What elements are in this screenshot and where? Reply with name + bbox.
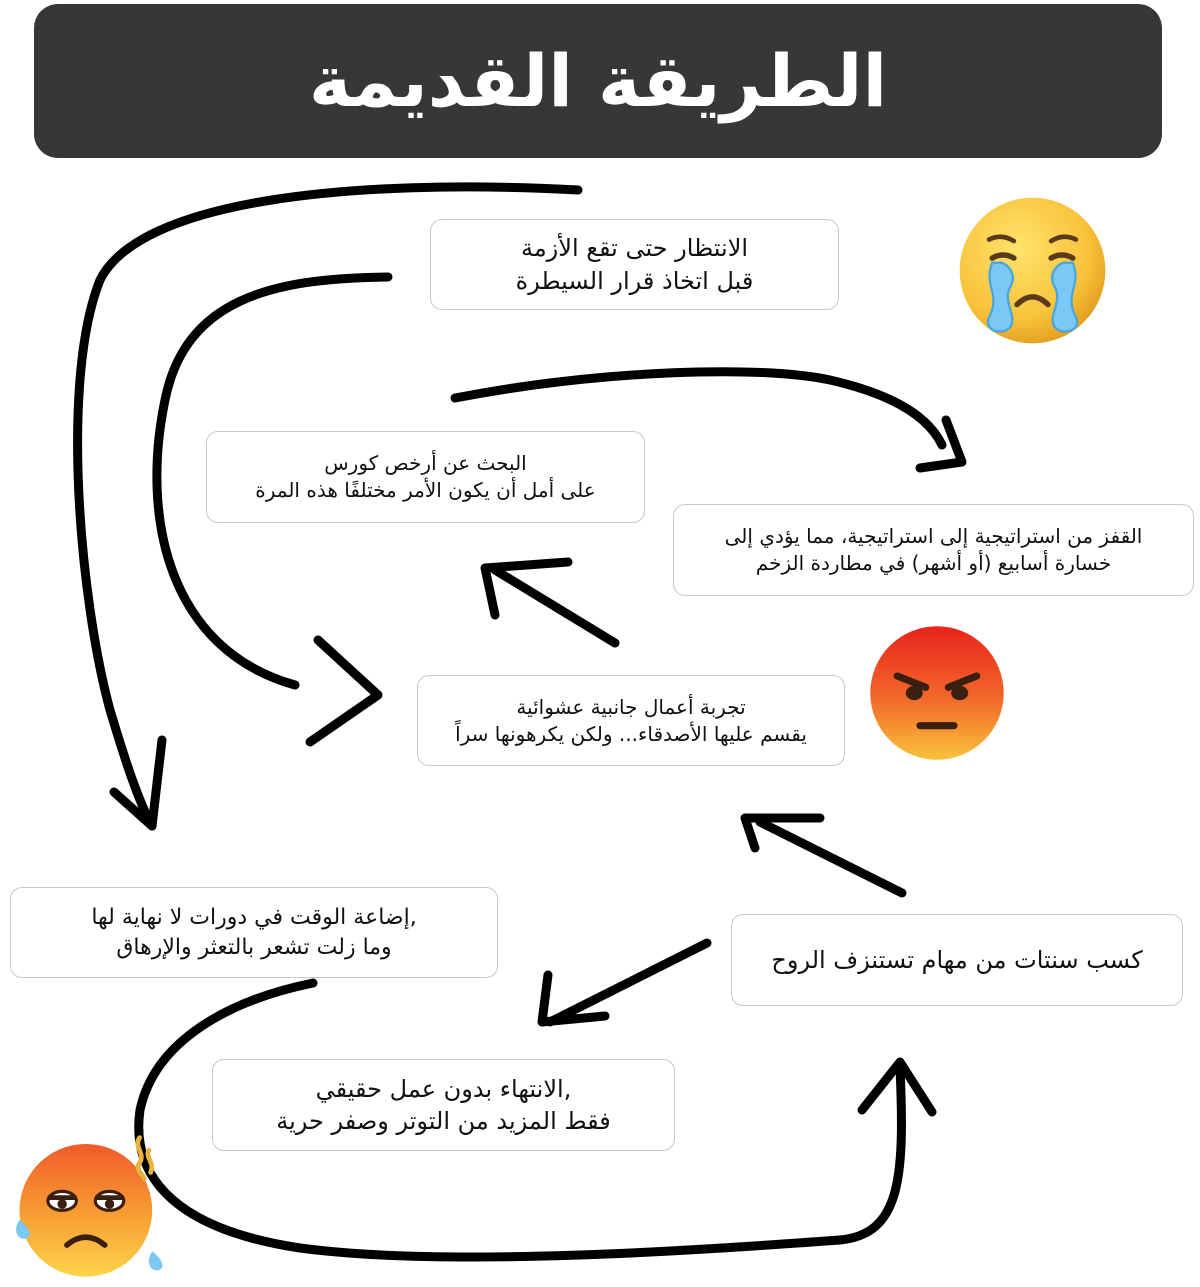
step-text-line2: على أمل أن يكون الأمر مختلفًا هذه المرة — [255, 478, 596, 502]
arrow-diag-up-left-lower — [760, 822, 902, 893]
step-cheapest-course — [206, 431, 645, 523]
step-strategy-hopping — [673, 504, 1194, 596]
angry-face-icon — [866, 622, 1008, 764]
step-text-line2: قبل اتخاذ قرار السيطرة — [515, 266, 754, 295]
step-text-line2: فقط المزيد من التوتر وصفر حرية — [276, 1107, 611, 1135]
step-random-side-hustles — [417, 675, 845, 766]
step-text-line1: تجربة أعمال جانبية عشوائية — [516, 694, 746, 719]
arrowhead-inner-left — [310, 640, 378, 742]
crying-face-icon — [955, 193, 1110, 348]
step-text-line1: ,الانتهاء بدون عمل حقيقي — [315, 1074, 572, 1103]
step-no-real-business — [212, 1059, 675, 1151]
arrow-down-left — [550, 943, 707, 1022]
step-text-line2: يقسم عليها الأصدقاء... ولكن يكرهونها سراً — [455, 721, 807, 746]
page-title: الطريقة القديمة — [308, 39, 888, 123]
step-text-line1: كسب سنتات من مهام تستنزف الروح — [771, 945, 1143, 974]
arrow-diag-up-left — [495, 570, 615, 643]
step-text-line1: الانتظار حتى تقع الأزمة — [520, 234, 749, 263]
step-text-line1: ,إضاعة الوقت في دورات لا نهاية لها — [91, 904, 417, 930]
step-endless-courses — [10, 887, 498, 978]
exhausted-face-icon — [10, 1125, 168, 1283]
step-earning-pennies — [731, 914, 1183, 1006]
step-text-line1: البحث عن أرخص كورس — [324, 451, 527, 475]
step-text-line2: وما زلت تشعر بالتعثر والإرهاق — [116, 934, 392, 960]
step-text-line1: القفز من استراتيجية إلى استراتيجية، مما يؤدي إلى — [724, 524, 1143, 548]
step-wait-for-crisis — [430, 219, 839, 310]
step-text-line2: خسارة أسابيع (أو أشهر) في مطاردة الزخم — [755, 551, 1112, 575]
